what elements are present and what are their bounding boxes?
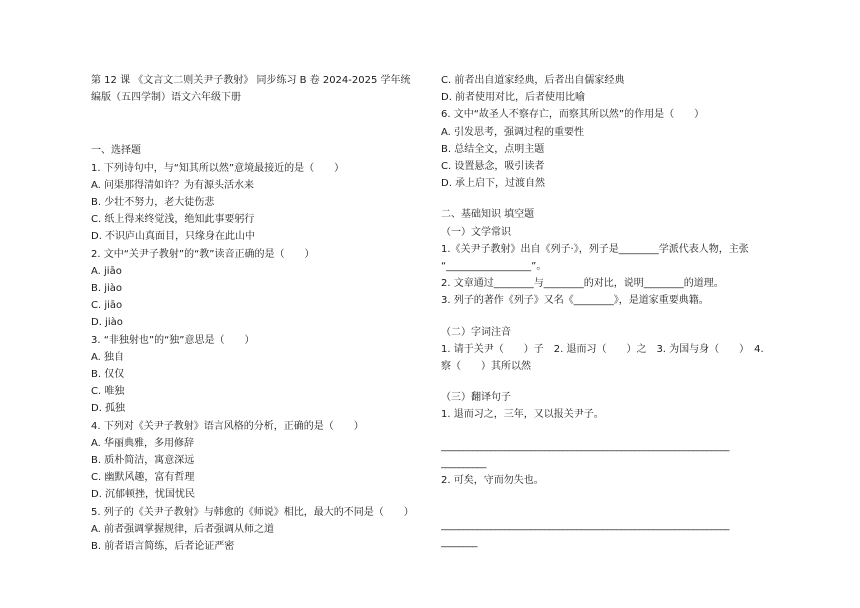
right-column [441, 72, 786, 552]
option-d: D. 承上启下，过渡自然 [441, 178, 546, 190]
fill-line: 3. 列子的著作《列子》又名《________》，是道家重要典籍。 [441, 295, 709, 307]
answer-rule: ________ [441, 537, 477, 549]
question-5-part-1 [91, 504, 431, 556]
option-c: C. 前者出自道家经典，后者出自儒家经典 [441, 75, 625, 86]
section-heading-fill: 二、基础知识 填空题 [441, 209, 535, 221]
subsection-heading: （二）字词注音 [441, 326, 511, 338]
option-b: B. 仅仅 [91, 369, 125, 381]
question-3 [91, 332, 431, 418]
option-b: B. 质朴简洁，寓意深远 [91, 455, 195, 467]
option-b: B. jiào [91, 283, 123, 295]
question-stem: 6. 文中“故圣人不察存亡，而察其所以然”的作用是（ ） [441, 109, 705, 121]
translation [441, 389, 786, 551]
question-4 [91, 418, 431, 504]
question-stem: 5. 列子的《关尹子教射》与韩愈的《师说》相比，最大的不同是（ ） [91, 506, 414, 518]
fill-line: 察（ ）其所以然 [441, 361, 531, 373]
subsection-heading: （一）文学常识 [441, 226, 511, 238]
fill-line: 2. 文章通过________与________的对比，说明________的道理。 [441, 278, 724, 290]
question-6 [441, 106, 786, 192]
option-b: B. 前者语言简练，后者论证严密 [91, 541, 235, 553]
left-column [91, 72, 431, 555]
fill-line: 1. 请于关尹（ ）子 2. 退而习（ ）之 3. 为国与身（ ） 4. [441, 343, 764, 355]
option-d: D. 不识庐山真面目，只缘身在此山中 [91, 231, 256, 243]
option-a: A. 问渠那得清如许？为有源头活水来 [91, 179, 255, 191]
option-c: C. 幽默风趣，富有哲理 [91, 472, 195, 484]
question-stem: 3. “非独射也”的“独”意思是（ ） [91, 334, 255, 346]
question-stem: 2. 文中“关尹子教射”的“教”读音正确的是（ ） [91, 248, 315, 260]
fill-line: 1.《关尹子教射》出自《列子·》，列子是________学派代表人物，主张 [441, 243, 749, 255]
option-a: A. 引发思考，强调过程的重要性 [441, 126, 585, 138]
option-c: C. 唯独 [91, 386, 125, 398]
option-a: A. jiāo [91, 265, 122, 277]
translation-sentence-1: 1. 退而习之，三年，又以报关尹子。 [441, 409, 604, 421]
question-5-part-2 [441, 72, 786, 106]
question-2 [91, 246, 431, 332]
translation-sentence-2: 2. 可矣，守而勿失也。 [441, 475, 544, 487]
option-d: D. 孤独 [91, 403, 126, 415]
option-d: D. jiào [91, 317, 123, 329]
option-d: D. 前者使用对比，后者使用比喻 [441, 92, 586, 104]
option-a: A. 独自 [91, 351, 125, 363]
question-stem: 1. 下列诗句中，与“知其所以然”意境最接近的是（ ） [91, 162, 345, 174]
option-d: D. 沉郁顿挫，忧国忧民 [91, 489, 196, 501]
option-c: C. 纸上得来终觉浅，绝知此事要躬行 [91, 214, 255, 226]
fill-line: “_________________”。 [441, 261, 547, 273]
option-b: B. 总结全文，点明主题 [441, 143, 545, 155]
answer-rule: ________________________________________________________________ [441, 520, 729, 532]
subsection-heading: （三）翻译句子 [441, 392, 511, 404]
answer-rule: ________________________________________________________________ [441, 440, 729, 452]
option-c: C. jiāo [91, 300, 123, 312]
doc-title-line-1: 第 12 课 《文言文二则关尹子教射》 同步练习 B 卷 2024-2025 学年统 [91, 75, 411, 86]
section-heading-choice: 一、选择题 [91, 145, 141, 157]
question-stem: 4. 下列对《关尹子教射》语言风格的分析，正确的是（ ） [91, 420, 364, 432]
doc-title-line-2: 编版（五四学制）语文六年级下册 [91, 92, 241, 104]
pronunciation [441, 324, 786, 376]
option-a: A. 华丽典雅，多用修辞 [91, 437, 195, 449]
option-b: B. 少壮不努力，老大徒伤悲 [91, 197, 215, 209]
option-c: C. 设置悬念，吸引读者 [441, 161, 545, 173]
question-1 [91, 160, 431, 246]
option-a: A. 前者强调掌握规律，后者强调从师之道 [91, 523, 275, 535]
answer-rule: __________ [441, 457, 486, 469]
literature-knowledge [441, 224, 786, 310]
